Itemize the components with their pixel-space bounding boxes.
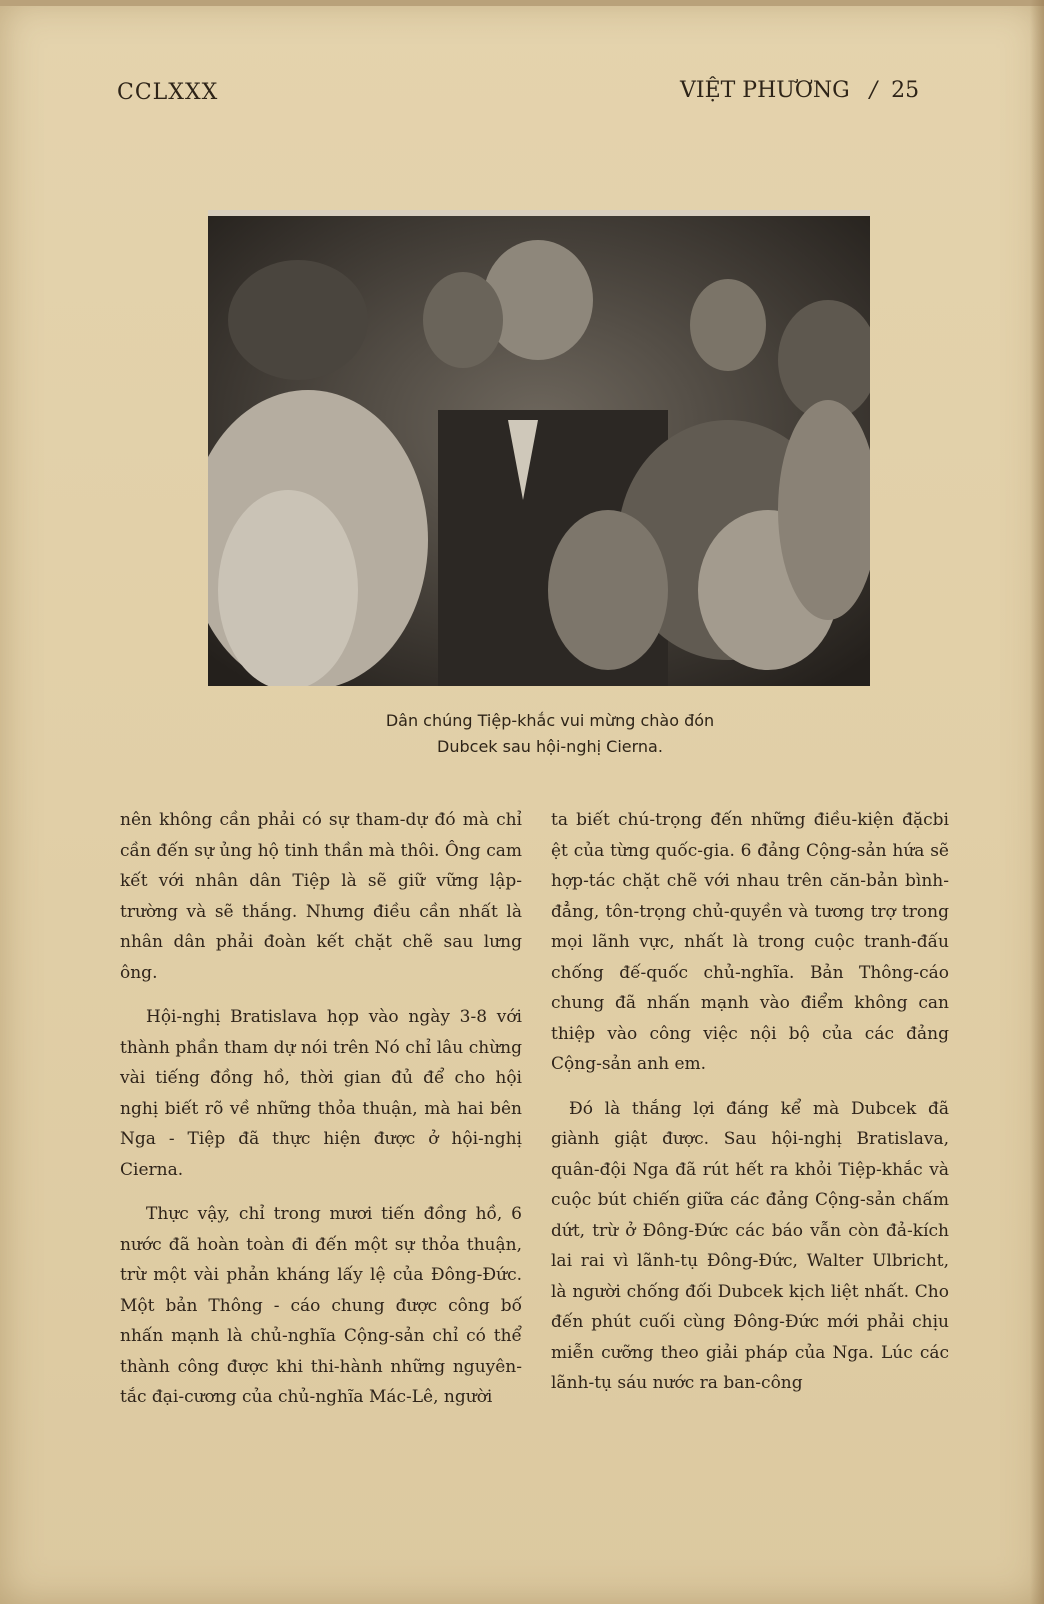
caption-line-1: Dân chúng Tiệp-khắc vui mừng chào đón	[385, 711, 715, 730]
paragraph: nên không cần phải có sự tham-dự đó mà chỉ cần đến sự ủng hộ tinh thần mà thôi. Ông cam kết với nhân dân Tiệp là sẽ giữ vững lập-trường và sẽ thắng. Nhưng điều cần nhất là nhân dân phải đoàn kết chặt chẽ sau lưng ông.	[120, 810, 522, 983]
right-column	[551, 805, 949, 1413]
page-number: 25	[891, 78, 920, 103]
news-photo	[208, 210, 870, 686]
paragraph: Đó là thắng lợi đáng kể mà Dubcek đã giành giật được. Sau hội-nghị Bratislava, quân-đội Nga đã rút hết ra khỏi Tiệp-khắc và cuộc bút chiến giữa các đảng Cộng-sản chấm dứt, trừ ở Đông-Đức các báo vẫn còn đả-kích lai rai vì lãnh-tụ Đông-Đức, Walter Ulbricht, là người chống đối Dubcek kịch liệt nhất. Cho đến phút cuối cùng Đông-Đức mới phải chịu miễn cưỡng theo giải pháp của Nga. Lúc các lãnh-tụ sáu nước ra ban-công	[551, 1098, 949, 1393]
page-right-edge	[1030, 0, 1044, 1604]
paragraph: Hội-nghị Bratislava họp vào ngày 3-8 với thành phần tham dự nói trên Nó chỉ lâu chừng vài tiếng đồng hồ, thời gian đủ để cho hội nghị biết rõ về những thỏa thuận, mà hai bên Nga - Tiệp đã thực hiện được ở hội-nghị Cierna.	[120, 1007, 522, 1180]
paragraph: Thực vậy, chỉ trong mươi tiến đồng hồ, 6 nước đã hoàn toàn đi đến một sự thỏa thuận, trừ một vài phản kháng lấy lệ của Đông-Đức. Một bản Thông - cáo chung được công bố nhấn mạnh là chủ-nghĩa Cộng-sản chỉ có thể thành công được khi thi-hành những nguyên-tắc đại-cương của chủ-nghĩa Mác-Lê, người	[120, 1204, 522, 1407]
page-top-edge	[0, 0, 1044, 6]
running-header-left: CCLXXX	[117, 80, 219, 105]
header-separator: /	[869, 78, 878, 103]
left-column	[120, 805, 522, 1427]
caption-line-2: Dubcek sau hội-nghị Cierna.	[437, 737, 663, 756]
author-name: VIỆT PHƯƠNG	[680, 78, 850, 103]
paragraph: ta biết chú-trọng đến những điều-kiện đặcbi ệt của từng quốc-gia. 6 đảng Cộng-sản hứa sẽ hợp-tác chặt chẽ với nhau trên căn-bản bình-đẳng, tôn-trọng chủ-quyền và tương trợ trong mọi lãnh vực, nhất là trong cuộc tranh-đấu chống đế-quốc chủ-nghĩa. Bản Thông-cáo chung đã nhấn mạnh vào điểm không can thiệp vào công việc nội bộ của các đảng Cộng-sản anh em.	[551, 810, 949, 1074]
photo-caption	[300, 708, 800, 760]
running-header-right	[680, 78, 919, 103]
